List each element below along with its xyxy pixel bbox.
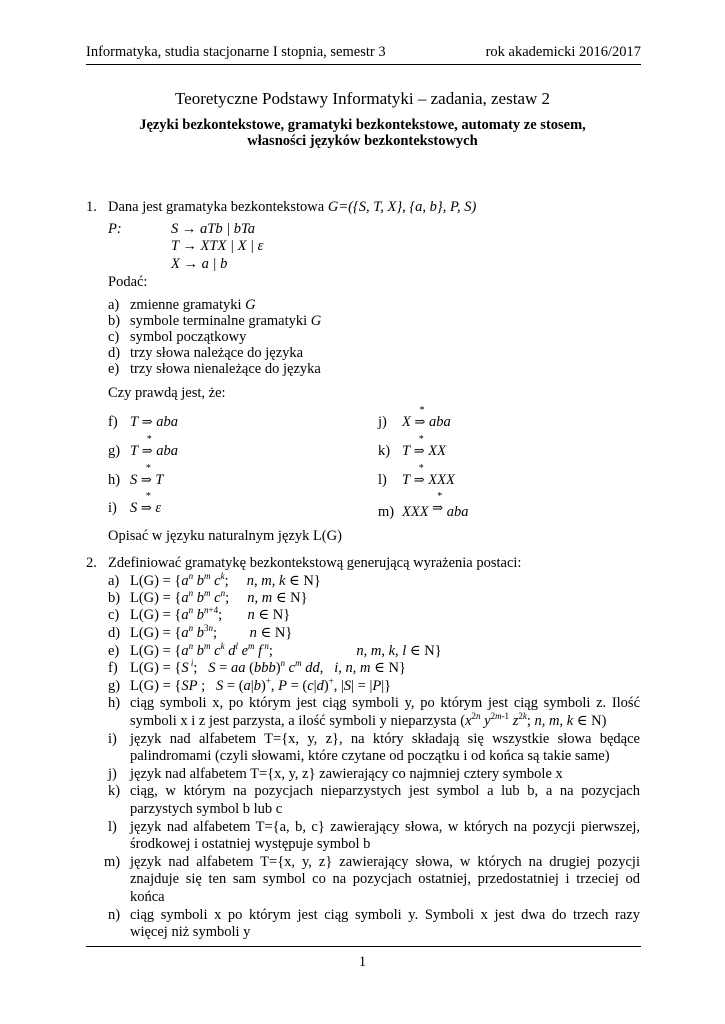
check-k: T * ⇒ XX [402, 434, 446, 459]
task-2-l-line-2: środkowej i ostatniej występuje symbol b [130, 836, 371, 852]
page-title: Teoretyczne Podstawy Informatyki – zadania, zestaw 2 [174, 89, 551, 108]
task-1-item-c: symbol początkowy [130, 329, 247, 345]
task-2-l-line-1: język nad alfabetem T={a, b, c} zawierający słowa, w których na pozycji pierwszej, [130, 819, 640, 835]
check-i-label: i) [108, 500, 117, 516]
check-k-label: k) [378, 443, 391, 459]
task-2-h-line-2: symboli x i z jest parzysta, a ilość symboli y nieparzysta ($x^{2n}$ $y^{2m-1}$ $z^{2k}$; n, m, k ∈ N) [130, 711, 607, 729]
task-1-number: 1. [86, 199, 97, 215]
task-2-m-line-2: znajduje się ten sam symbol co na pozycjach ostatniej, przedostatniej i trzeciej od [130, 871, 640, 887]
task-2-intro: Zdefiniować gramatykę bezkontekstową generującą wyrażenia postaci: [108, 555, 522, 571]
task-2-i-line-1: język nad alfabetem T={x, y, z}, na który składają się wszystkie słowa będące [130, 731, 640, 747]
task-2-h-label: h) [108, 695, 121, 711]
task-2-m-line-3: końca [130, 889, 165, 905]
task-2-c: $L(G) = \{a^n$ $b^{n+4}$; n ∈ N} [130, 605, 291, 623]
task-2-j-label: j) [108, 766, 117, 782]
podac-label: Podać: [108, 274, 148, 290]
footer-rule [86, 946, 641, 947]
task-2-f-label: f) [108, 660, 118, 676]
task-1-item-a-label: a) [108, 297, 120, 313]
question-label: Czy prawdą jest, że: [108, 385, 226, 401]
check-j: X * ⇒ aba [402, 405, 451, 430]
task-1-item-e: trzy słowa nienależące do języka [130, 361, 321, 377]
task-2-d-label: d) [108, 625, 121, 641]
grammar-definition: G=({S, T, X}, {a, b}, P, S) [327, 199, 477, 215]
page-subtitle-line-2: własności języków bezkontekstowych [247, 133, 478, 149]
task-2-m-line-1: język nad alfabetem T={x, y, z} zawierający słowa, w których na drugiej pozycji [130, 854, 640, 870]
task-2-k-line-2: parzystych symbol b lub c [130, 801, 283, 817]
task-2-number: 2. [86, 555, 97, 571]
task-2-n-line-2: więcej niż symboli y [130, 924, 251, 940]
productions-label: P: [108, 221, 122, 237]
task-2-b-label: b) [108, 590, 121, 606]
check-h: S * ⇒ T [130, 463, 164, 488]
task-1-item-d: trzy słowa należące do języka [130, 345, 304, 361]
header-year: rok akademicki 2016/2017 [485, 44, 641, 60]
task-2-a-label: a) [108, 573, 120, 589]
task-1-item-c-label: c) [108, 329, 120, 345]
check-j-label: j) [378, 414, 387, 430]
header-rule [86, 64, 641, 65]
task-1-item-e-label: e) [108, 361, 120, 377]
task-1-item-d-label: d) [108, 345, 121, 361]
task-1-item-b: symbole terminalne gramatyki G [130, 313, 322, 329]
check-h-label: h) [108, 472, 121, 488]
task-2-h-line-1: ciąg symboli x, po którym jest ciąg symboli y, po którym jest ciąg symboli z. Ilość [130, 695, 640, 711]
check-i: S * ⇒ ε [130, 491, 162, 516]
task-2-g: L(G) = {SP ; S = (a|b)+, P = (c|d)+, |S| = |P|} [130, 676, 392, 694]
production-x: X → a | b [171, 256, 228, 272]
header-course: Informatyka, studia stacjonarne I stopnia, semestr 3 [86, 44, 386, 60]
task-2-n-label: n) [108, 907, 121, 923]
check-l-label: l) [378, 472, 387, 488]
task-2-b: $L(G) = \{a^n$ $b^m$ $c^n$; n, m ∈ N} [130, 588, 308, 606]
task-2-l-label: l) [108, 819, 117, 835]
task-2-n-line-1: ciąg symboli x po którym jest ciąg symboli y. Symboli x jest dwa do trzech razy [130, 907, 640, 923]
task-2-e-label: e) [108, 643, 120, 659]
task-2-i-line-2: palindromami (czyli słowami, które czytane od początku i od końca są takie same) [130, 748, 610, 764]
task-2-j: język nad alfabetem T={x, y, z} zawierający co najmniej cztery symbole x [130, 766, 563, 782]
check-g: T * ⇒ aba [130, 434, 178, 459]
task-1-item-a: zmienne gramatyki G [130, 297, 256, 313]
production-s: S → aTb | bTa [171, 221, 256, 237]
task-2-m-label: m) [104, 854, 121, 870]
task-1-item-b-label: b) [108, 313, 121, 329]
page-number: 1 [358, 954, 367, 970]
task-2-g-label: g) [108, 678, 121, 694]
task-2-d: $L(G) = \{a^n$ $b^{3n}$; n ∈ N} [130, 623, 293, 641]
check-m-label: m) [378, 504, 395, 520]
check-f-label: f) [108, 414, 118, 430]
page-subtitle-line-1: Języki bezkontekstowe, gramatyki bezkontekstowe, automaty ze stosem, [139, 117, 586, 133]
task-2-c-label: c) [108, 607, 120, 623]
production-t: T → XTX | X | ε [171, 238, 264, 254]
describe-language: Opisać w języku naturalnym język L(G) [108, 528, 342, 544]
check-l: T * ⇒ XXX [402, 463, 455, 488]
check-m: XXX * ⇒ aba [402, 491, 469, 520]
check-g-label: g) [108, 443, 121, 459]
task-2-k-label: k) [108, 783, 121, 799]
task-2-a: $L(G) = \{a^n$ $b^m$ $c^k$; n, m, k ∈ N} [130, 571, 321, 589]
task-2-i-label: i) [108, 731, 117, 747]
task-2-k-line-1: ciąg, w którym na pozycjach nieparzystych jest symbol a lub b, a na pozycjach [130, 783, 640, 799]
check-f: T ⇒ aba [130, 414, 178, 430]
task-1-intro: Dana jest gramatyka bezkontekstowa G=({S, T, X}, {a, b}, P, S) [108, 199, 477, 215]
task-2-f: L(G) = {S $^i$; S = aa (bbb)$^n$ $c^m$ dd, i, n, m ∈ N} [130, 658, 406, 676]
task-2-e: $L(G) = \{a^n$ $b^m$ $c^k$ $d^l$ $e^m$ f $^n$; n, m, k, l ∈ N} [130, 641, 442, 659]
